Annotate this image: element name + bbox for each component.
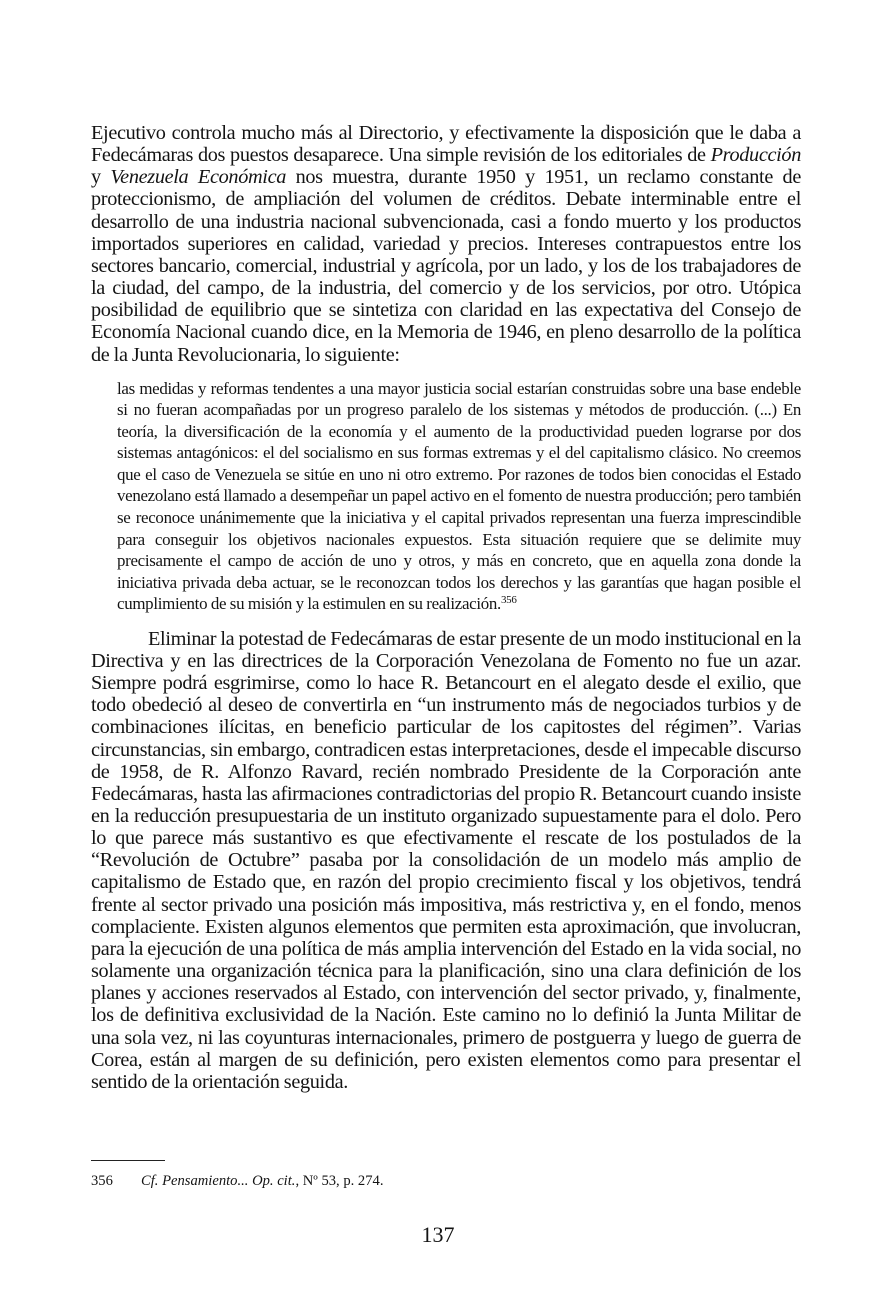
footnote-number: 356 [91,1173,113,1189]
block-quote [117,378,801,615]
publication-title-venezuela-economica: Venezuela Económica [110,166,287,189]
footnote-citation-detail: , Nº 53, p. 274. [295,1173,384,1189]
paragraph-1-text-c: nos muestra, durante 1950 y 1951, un reclamo constante de proteccionismo, de ampliación del volumen de créditos. Debate interminable entre el desarrollo de una industria nacional subvencionada, casi a fondo muerto y los productos importados superiores en calidad, variedad y precios. Intereses contrapuestos entre los sectores bancario, comercial, industrial y agrícola, por un lado, y los de los trabajadores de la ciudad, del campo, de la industria, del comercio y de los servicios, por otro. Utópica posibilidad de equilibrio que se sintetiza con claridad en las expectativa del Consejo de Economía Nacional cuando dice, en la Memoria de 1946, en pleno desarrollo de la política de la Junta Revolucionaria, lo siguiente: [91,166,801,366]
footnote [91,1172,383,1190]
page-body [91,122,801,1093]
paragraph-2: Eliminar la potestad de Fedecámaras de estar presente de un modo institucional en la Directiva y en las directrices de la Corporación Venezolana de Fomento no fue un azar. Siempre podrá esgrimirse, como lo hace R. Betancourt en el alegato desde el exilio, que todo obedeció al deseo de convertirla en “un instrumento más de negociados turbios y de combinaciones ilícitas, en beneficio particular de los capitostes del régimen”. Varias circunstancias, sin embargo, contradicen estas interpretaciones, desde el impecable discurso de 1958, de R. Alfonzo Ravard, recién nombrado Presidente de la Corporación ante Fedecámaras, hasta las afirmaciones contradictorias del propio R. Betancourt cuando insiste en la reducción presupuestaria de un instituto organizado supuestamente para el dolo. Pero lo que parece más sustantivo es que efectivamente el rescate de los postulados de la “Revolución de Octubre” pasaba por la consolidación de un modelo más amplio de capitalismo de Estado que, en razón del propio crecimiento fiscal y los objetivos, tendrá frente al sector privado una posición más impositiva, más restrictiva y, en el fondo, menos complaciente. Existen algunos elementos que permiten esta aproximación, que involucran, para la ejecución de una política de más amplia intervención del Estado en la vida social, no solamente una organización técnica para la planificación, sino una clara definición de los planes y acciones reservados al Estado, con intervención del sector privado, y, finalmente, los de definitiva exclusividad de la Nación. Este camino no lo definió la Junta Militar de una sola vez, ni las coyunturas internacionales, primero de postguerra y luego de guerra de Corea, están al margen de su definición, pero existen elementos como para presentar el sentido de la orientación seguida. [91,627,801,1093]
page-number: 137 [421,1222,455,1247]
paragraph-1 [91,122,801,366]
paragraph-1-text-a: Ejecutivo controla mucho más al Directorio, y efectivamente la disposición que le daba a Fedecámaras dos puestos desaparece. Una simple revisión de los editoriales de [91,122,801,167]
publication-title-produccion: Producción [710,144,801,167]
paragraph-1-text-b: y [91,166,111,189]
footnote-divider [91,1160,165,1161]
footnote-citation-title: Cf. Pensamiento... Op. cit. [141,1173,296,1189]
block-quote-text: las medidas y reformas tendentes a una mayor justicia social estarían construidas sobre una base endeble si no fueran acompañadas por un progreso paralelo de los sistemas y métodos de producción. (...) En teoría, la diversificación de la economía y el aumento de la productividad pueden lograrse por dos sistemas antagónicos: el del socialismo en sus formas extremas y el del capitalismo clásico. No creemos que el caso de Venezuela se sitúe en uno ni otro extremo. Por razones de todos bien conocidas el Estado venezolano está llamado a desempeñar un papel activo en el fomento de nuestra producción; pero también se reconoce unánimemente que la iniciativa y el capital privados representan una fuerza imprescindible para conseguir los objetivos nacionales expuestos. Esta situación requiere que se delimite muy precisamente el campo de acción de uno y otros, y más en concreto, que en aquella zona donde la iniciativa privada deba actuar, se le reconozcan todos los derechos y las garantías que hagan posible el cumplimiento de su misión y la estimulen en su realización. [117,378,801,614]
footnote-reference[interactable]: 356 [500,594,517,607]
